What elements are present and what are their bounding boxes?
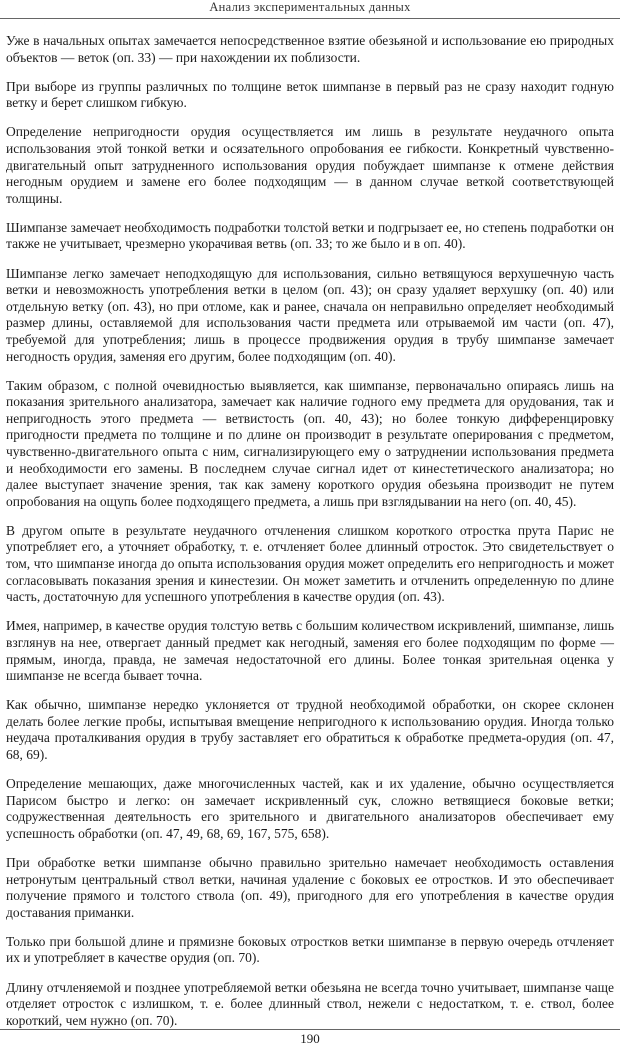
paragraph-3: Определение непригодности орудия осуществляется им лишь в результате неудачного опыта использования этой тонкой ветки и осязательного опробования ее гибкости. Конкретный чувственно-двигательный опыт затрудненного использования орудия побуждает шимпанзе к отмене действия негодным орудием и замене его более подходящим — в данном случае веткой соответствующей толщины. bbox=[6, 124, 614, 206]
paragraph-11: При обработке ветки шимпанзе обычно правильно зрительно намечает необходимость оставления нетронутым центральный ствол ветки, начиная удаление с боковых ее отростков. И это обеспечивает получение прямого и толстого ствола (оп. 49), пригодного для его употребления в качестве орудия доставания приманки. bbox=[6, 854, 614, 920]
page-number: 190 bbox=[300, 1031, 320, 1046]
paragraph-5: Шимпанзе легко замечает неподходящую для использования, сильно ветвящуюся верхушечную часть ветки и невозможность употребления ветки в целом (оп. 43); он сразу удаляет верхушку (оп. 40) или отдельную ветку (оп. 43), но при отломе, как и ранее, сначала он неправильно определяет необходимый размер длины, оставляемой для использования части предмета или отрываемой им части (оп. 47), требуемой для употребления; лишь в процессе продвижения орудия в трубу шимпанзе замечает негодность орудия, заменяя его другим, более подходящим (оп. 40). bbox=[6, 265, 614, 364]
running-head: Анализ экспериментальных данных bbox=[209, 0, 411, 14]
footer-rule bbox=[0, 1029, 620, 1030]
paragraph-6: Таким образом, с полной очевидностью выявляется, как шимпанзе, первоначально опираясь лишь на показания зрительного анализатора, замечает как наличие годного ему предмета для орудования, так и непригодность этого предмета — ветвистость (оп. 40, 43); но более тонкую дифференцировку пригодности предмета по толщине и по длине он производит в результате оперирования с предметом, чувственно-двигательного опыта с ним, сигнализирующего ему о затруднении использования предмета и необходимости его замены. В последнем случае сигнал идет от кинестетического анализатора; но далее выступает значение зрения, так как замену короткого орудия обезьяна производит не путем опробования на ощупь более подходящего предмета, а лишь при взглядывании на него (оп. 40, 45). bbox=[6, 377, 614, 509]
header-rule bbox=[0, 18, 620, 19]
paragraph-7: В другом опыте в результате неудачного отчленения слишком короткого отростка прута Парис не употребляет его, а уточняет обработку, т. е. отчленяет более длинный отросток. Это свидетельствует о том, что шимпанзе иногда до опыта использования орудия может определить его непригодность и может согласовывать показания зрения и кинестезии. Он может заметить и отчленить определенную по длине часть, достаточную для успешного употребления в качестве орудия (оп. 43). bbox=[6, 522, 614, 605]
paragraph-8: Имея, например, в качестве орудия толстую ветвь с большим количеством искривлений, шимпанзе, лишь взглянув на нее, отвергает данный предмет как негодный, заменяя его более подходящим по форме — прямым, иногда, правда, не замечая недостаточной его длины. Более тонкая зрительная оценка у шимпанзе не всегда бывает точна. bbox=[6, 618, 614, 684]
paragraph-10: Определение мешающих, даже многочисленных частей, как и их удаление, обычно осуществляется Парисом быстро и легко: он замечает искривленный сук, сложно ветвящиеся боковые ветки; содружественная деятельность его зрительного и двигательного анализаторов обеспечивает ему успешность обработки (оп. 47, 49, 68, 69, 167, 575, 658). bbox=[6, 776, 614, 841]
paragraph-9: Как обычно, шимпанзе нередко уклоняется от трудной необходимой обработки, он скорее склонен делать более легкие пробы, испытывая вмещение непригодного к использованию орудия. Иногда только неудача проталкивания орудия в трубу заставляет его обратиться к обработке предмета-орудия (оп. 47, 68, 69). bbox=[6, 697, 614, 762]
paragraph-12: Только при большой длине и прямизне боковых отростков ветки шимпанзе в первую очередь отчленяет их и употребляет в качестве орудия (оп. 70). bbox=[6, 933, 614, 966]
paragraph-1: Уже в начальных опытах замечается непосредственное взятие обезьяной и использование ею природных объектов — веток (оп. 33) — при нахождении их поблизости. bbox=[6, 33, 614, 65]
paragraph-4: Шимпанзе замечает необходимость подработки толстой ветки и подгрызает ее, но степень подработки он также не учитывает, чрезмерно укорачивая ветвь (оп. 33; то же было и в оп. 40). bbox=[6, 219, 614, 252]
paragraph-2: При выборе из группы различных по толщине веток шимпанзе в первый раз не сразу находит годную ветку и берет слишком гибкую. bbox=[6, 78, 614, 111]
body-text bbox=[6, 33, 614, 1042]
paragraph-13: Длину отчленяемой и позднее употребляемой ветки обезьяна не всегда точно учитывает, шимпанзе чаще отделяет отросток с излишком, т. е. более длинный ствол, нежели с недостатком, т. е. ствол, более короткий, чем нужно (оп. 70). bbox=[6, 979, 614, 1028]
